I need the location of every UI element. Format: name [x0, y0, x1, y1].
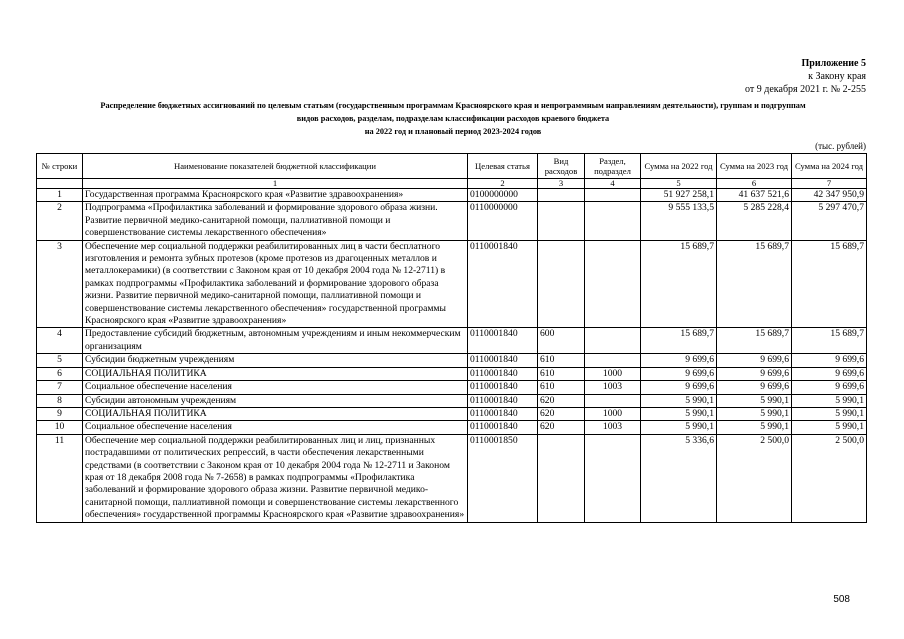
- row-name: Субсидии бюджетным учреждениям: [83, 354, 468, 367]
- units-label: (тыс. рублей): [815, 141, 866, 151]
- table-row: [37, 381, 867, 394]
- row-sum-2023: 9 699,6: [717, 367, 792, 380]
- row-sum-2023: 5 990,1: [717, 407, 792, 420]
- row-sum-2022: 9 555 133,5: [641, 202, 717, 240]
- row-section: [585, 189, 641, 202]
- row-number: 9: [37, 407, 83, 420]
- row-sum-2024: 5 990,1: [792, 407, 867, 420]
- document-title: [30, 99, 876, 138]
- row-number: 1: [37, 189, 83, 202]
- row-type: 610: [538, 381, 585, 394]
- row-sum-2023: 5 285 228,4: [717, 202, 792, 240]
- row-name: Социальное обеспечение населения: [83, 421, 468, 434]
- table-row: [37, 434, 867, 522]
- row-sum-2024: 9 699,6: [792, 381, 867, 394]
- row-number: 7: [37, 381, 83, 394]
- row-number: 10: [37, 421, 83, 434]
- row-section: 1000: [585, 367, 641, 380]
- appendix-date: от 9 декабря 2021 г. № 2-255: [745, 84, 866, 95]
- row-sum-2024: 5 990,1: [792, 421, 867, 434]
- row-sum-2022: 9 699,6: [641, 367, 717, 380]
- row-name: Предоставление субсидий бюджетным, автономным учреждениям и иным некоммерческим организациям: [83, 328, 468, 354]
- table-row: [37, 394, 867, 407]
- table-row: [37, 240, 867, 328]
- row-sum-2023: 15 689,7: [717, 240, 792, 328]
- header-section: Раздел, подраздел: [585, 154, 641, 179]
- table-row: [37, 354, 867, 367]
- row-type: [538, 434, 585, 522]
- row-section: [585, 240, 641, 328]
- row-sum-2024: 5 990,1: [792, 394, 867, 407]
- row-article: 0110001840: [468, 328, 538, 354]
- header-num: № строки: [37, 154, 83, 179]
- row-type: 620: [538, 394, 585, 407]
- column-number: 3: [538, 179, 585, 189]
- row-article: 0110001840: [468, 421, 538, 434]
- row-sum-2024: 15 689,7: [792, 328, 867, 354]
- row-name: Обеспечение мер социальной поддержки реабилитированных лиц в части бесплатного изготовления и ремонта зубных протезов (кроме протезов из драгоценных металлов и металлокерамики) (в соответствии с Законом края от 10 декабря 2004 года № 12-2711) в рамках подпрограммы «Профилактика заболеваний и формирование здорового образа жизни. Развитие первичной медико-санитарной помощи, паллиативной помощи и совершенствование системы лекарственного обеспечения» государственной программы Красноярского края «Развитие здравоохранения»: [83, 240, 468, 328]
- row-number: 6: [37, 367, 83, 380]
- row-sum-2024: 9 699,6: [792, 367, 867, 380]
- row-sum-2023: 5 990,1: [717, 421, 792, 434]
- row-article: 0110001840: [468, 354, 538, 367]
- row-sum-2022: 9 699,6: [641, 381, 717, 394]
- row-section: 1003: [585, 381, 641, 394]
- row-article: 0110001850: [468, 434, 538, 522]
- column-number: [37, 179, 83, 189]
- row-sum-2023: 9 699,6: [717, 354, 792, 367]
- table-row: [37, 367, 867, 380]
- budget-table: [36, 153, 867, 523]
- row-sum-2022: 15 689,7: [641, 328, 717, 354]
- row-type: 600: [538, 328, 585, 354]
- title-line-3: на 2022 год и плановый период 2023-2024 годов: [364, 127, 542, 136]
- row-article: 0110001840: [468, 367, 538, 380]
- row-sum-2023: 9 699,6: [717, 381, 792, 394]
- appendix-reference: [745, 57, 866, 96]
- row-section: 1000: [585, 407, 641, 420]
- appendix-number: Приложение 5: [801, 58, 866, 69]
- title-line-2: видов расходов, разделам, подразделам классификации расходов краевого бюджета: [296, 114, 610, 123]
- row-sum-2024: 2 500,0: [792, 434, 867, 522]
- table-row: [37, 189, 867, 202]
- table-row: [37, 421, 867, 434]
- row-name: Обеспечение мер социальной поддержки реабилитированных лиц и лиц, признанных пострадавшими от политических репрессий, в части обеспечения лекарственными средствами (в соответствии с Законом края от 10 декабря 2004 года № 12-2711 и Законом края от 18 декабря 2008 года № 7-2658) в рамках подпрограммы «Профилактика заболеваний и формирование здорового образа жизни. Развитие первичной медико-санитарной помощи, паллиативной помощи и совершенствование системы лекарственного обеспечения» государственной программы Красноярского края «Развитие здравоохранения»: [83, 434, 468, 522]
- row-section: [585, 202, 641, 240]
- row-article: 0110001840: [468, 240, 538, 328]
- row-number: 4: [37, 328, 83, 354]
- row-name: Государственная программа Красноярского края «Развитие здравоохранения»: [83, 189, 468, 202]
- row-type: 610: [538, 354, 585, 367]
- column-numbers-row: [37, 179, 867, 189]
- row-number: 2: [37, 202, 83, 240]
- row-sum-2023: 41 637 521,6: [717, 189, 792, 202]
- row-name: СОЦИАЛЬНАЯ ПОЛИТИКА: [83, 407, 468, 420]
- row-sum-2024: 5 297 470,7: [792, 202, 867, 240]
- column-number: 6: [717, 179, 792, 189]
- row-name: Субсидии автономным учреждениям: [83, 394, 468, 407]
- row-number: 3: [37, 240, 83, 328]
- column-number: 1: [83, 179, 468, 189]
- table-row: [37, 407, 867, 420]
- header-sum-2022: Сумма на 2022 год: [641, 154, 717, 179]
- row-type: [538, 240, 585, 328]
- column-number: 7: [792, 179, 867, 189]
- row-sum-2024: 42 347 950,9: [792, 189, 867, 202]
- row-article: 0100000000: [468, 189, 538, 202]
- row-type: 620: [538, 421, 585, 434]
- row-sum-2022: 5 990,1: [641, 394, 717, 407]
- row-sum-2022: 5 336,6: [641, 434, 717, 522]
- column-number: 4: [585, 179, 641, 189]
- row-type: [538, 202, 585, 240]
- row-section: [585, 328, 641, 354]
- row-article: 0110001840: [468, 394, 538, 407]
- header-row: [37, 154, 867, 179]
- table-row: [37, 202, 867, 240]
- row-section: 1003: [585, 421, 641, 434]
- row-sum-2022: 15 689,7: [641, 240, 717, 328]
- title-line-1: Распределение бюджетных ассигнований по целевым статьям (государственным программам Красноярского края и непрограммным направлениям деятельности), группам и подгруппам: [100, 101, 806, 110]
- row-sum-2024: 9 699,6: [792, 354, 867, 367]
- header-article: Целевая статья: [468, 154, 538, 179]
- row-section: [585, 394, 641, 407]
- row-type: 610: [538, 367, 585, 380]
- header-sum-2023: Сумма на 2023 год: [717, 154, 792, 179]
- row-section: [585, 434, 641, 522]
- header-name: Наименование показателей бюджетной классификации: [83, 154, 468, 179]
- row-sum-2022: 5 990,1: [641, 421, 717, 434]
- row-name: Подпрограмма «Профилактика заболеваний и формирование здорового образа жизни. Развитие первичной медико-санитарной помощи, паллиативной помощи и совершенствование системы лекарственного обеспечения»: [83, 202, 468, 240]
- row-sum-2022: 9 699,6: [641, 354, 717, 367]
- page-number: 508: [833, 594, 850, 605]
- column-number: 2: [468, 179, 538, 189]
- header-sum-2024: Сумма на 2024 год: [792, 154, 867, 179]
- row-sum-2023: 15 689,7: [717, 328, 792, 354]
- appendix-law: к Закону края: [808, 71, 866, 82]
- row-name: СОЦИАЛЬНАЯ ПОЛИТИКА: [83, 367, 468, 380]
- table-row: [37, 328, 867, 354]
- row-article: 0110001840: [468, 407, 538, 420]
- row-article: 0110000000: [468, 202, 538, 240]
- row-article: 0110001840: [468, 381, 538, 394]
- row-type: 620: [538, 407, 585, 420]
- row-sum-2024: 15 689,7: [792, 240, 867, 328]
- row-sum-2023: 2 500,0: [717, 434, 792, 522]
- row-section: [585, 354, 641, 367]
- row-type: [538, 189, 585, 202]
- header-type: Вид расходов: [538, 154, 585, 179]
- row-number: 11: [37, 434, 83, 522]
- row-number: 5: [37, 354, 83, 367]
- row-sum-2022: 5 990,1: [641, 407, 717, 420]
- row-sum-2022: 51 927 258,1: [641, 189, 717, 202]
- row-name: Социальное обеспечение населения: [83, 381, 468, 394]
- column-number: 5: [641, 179, 717, 189]
- row-number: 8: [37, 394, 83, 407]
- row-sum-2023: 5 990,1: [717, 394, 792, 407]
